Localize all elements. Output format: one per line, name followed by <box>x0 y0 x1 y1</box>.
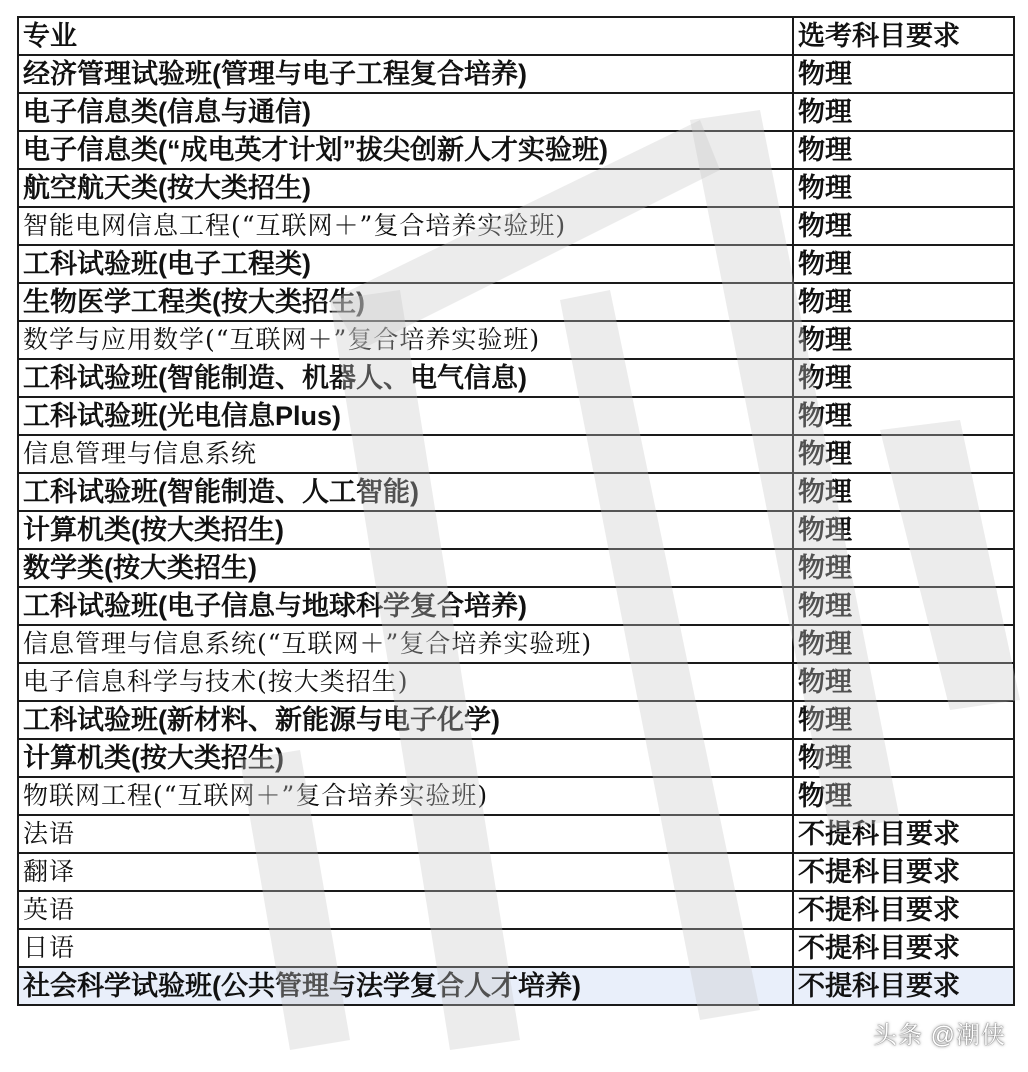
requirement-cell: 物理 <box>793 701 1014 739</box>
requirement-cell: 物理 <box>793 625 1014 663</box>
requirement-cell: 物理 <box>793 207 1014 245</box>
requirement-cell: 不提科目要求 <box>793 967 1014 1005</box>
table-row <box>18 891 1014 929</box>
table-row <box>18 131 1014 169</box>
table-row <box>18 359 1014 397</box>
table-row <box>18 321 1014 359</box>
requirement-cell: 物理 <box>793 283 1014 321</box>
table-row <box>18 207 1014 245</box>
table-row <box>18 169 1014 207</box>
requirement-cell: 物理 <box>793 435 1014 473</box>
major-cell: 计算机类(按大类招生) <box>18 511 793 549</box>
table-row <box>18 663 1014 701</box>
requirement-cell: 物理 <box>793 587 1014 625</box>
major-cell: 法语 <box>18 815 793 853</box>
requirement-cell: 物理 <box>793 473 1014 511</box>
requirement-cell: 物理 <box>793 397 1014 435</box>
major-cell: 航空航天类(按大类招生) <box>18 169 793 207</box>
major-cell: 数学与应用数学(“互联网＋”复合培养实验班) <box>18 321 793 359</box>
major-cell: 日语 <box>18 929 793 967</box>
major-cell: 工科试验班(光电信息Plus) <box>18 397 793 435</box>
requirement-cell: 物理 <box>793 511 1014 549</box>
table-row <box>18 967 1014 1005</box>
table-row <box>18 815 1014 853</box>
table-row <box>18 549 1014 587</box>
major-cell: 工科试验班(智能制造、机器人、电气信息) <box>18 359 793 397</box>
major-cell: 英语 <box>18 891 793 929</box>
major-cell: 智能电网信息工程(“互联网＋”复合培养实验班) <box>18 207 793 245</box>
header-major: 专业 <box>18 17 793 55</box>
major-cell: 工科试验班(新材料、新能源与电子化学) <box>18 701 793 739</box>
requirement-cell: 不提科目要求 <box>793 815 1014 853</box>
requirement-cell: 物理 <box>793 777 1014 815</box>
major-cell: 信息管理与信息系统 <box>18 435 793 473</box>
requirement-cell: 物理 <box>793 131 1014 169</box>
major-cell: 社会科学试验班(公共管理与法学复合人才培养) <box>18 967 793 1005</box>
major-cell: 计算机类(按大类招生) <box>18 739 793 777</box>
majors-requirements-table <box>17 16 1015 1006</box>
requirement-cell: 物理 <box>793 321 1014 359</box>
requirement-cell: 物理 <box>793 55 1014 93</box>
major-cell: 数学类(按大类招生) <box>18 549 793 587</box>
table-row <box>18 435 1014 473</box>
major-cell: 经济管理试验班(管理与电子工程复合培养) <box>18 55 793 93</box>
requirement-cell: 物理 <box>793 169 1014 207</box>
table-row <box>18 929 1014 967</box>
table-row <box>18 397 1014 435</box>
table-row <box>18 473 1014 511</box>
major-cell: 信息管理与信息系统(“互联网＋”复合培养实验班) <box>18 625 793 663</box>
requirement-cell: 物理 <box>793 359 1014 397</box>
table-row <box>18 587 1014 625</box>
table-row <box>18 55 1014 93</box>
table-body <box>18 55 1014 1005</box>
table-row <box>18 93 1014 131</box>
major-cell: 翻译 <box>18 853 793 891</box>
major-cell: 电子信息类(“成电英才计划”拔尖创新人才实验班) <box>18 131 793 169</box>
table-header-row <box>18 17 1014 55</box>
major-cell: 生物医学工程类(按大类招生) <box>18 283 793 321</box>
table-row <box>18 283 1014 321</box>
major-cell: 物联网工程(“互联网＋”复合培养实验班) <box>18 777 793 815</box>
requirement-cell: 不提科目要求 <box>793 891 1014 929</box>
table-row <box>18 625 1014 663</box>
header-requirement: 选考科目要求 <box>793 17 1014 55</box>
major-cell: 工科试验班(智能制造、人工智能) <box>18 473 793 511</box>
major-cell: 工科试验班(电子工程类) <box>18 245 793 283</box>
requirement-cell: 物理 <box>793 739 1014 777</box>
requirement-cell: 物理 <box>793 245 1014 283</box>
watermark-credit: 头条 @潮侠 <box>872 1022 1006 1049</box>
table-row <box>18 853 1014 891</box>
table-row <box>18 701 1014 739</box>
requirement-cell: 不提科目要求 <box>793 853 1014 891</box>
table-row <box>18 739 1014 777</box>
major-cell: 工科试验班(电子信息与地球科学复合培养) <box>18 587 793 625</box>
requirement-cell: 物理 <box>793 549 1014 587</box>
table-row <box>18 511 1014 549</box>
requirement-cell: 物理 <box>793 663 1014 701</box>
table-row <box>18 245 1014 283</box>
requirement-cell: 物理 <box>793 93 1014 131</box>
majors-table-container <box>17 16 1013 1006</box>
table-row <box>18 777 1014 815</box>
major-cell: 电子信息类(信息与通信) <box>18 93 793 131</box>
requirement-cell: 不提科目要求 <box>793 929 1014 967</box>
major-cell: 电子信息科学与技术(按大类招生) <box>18 663 793 701</box>
